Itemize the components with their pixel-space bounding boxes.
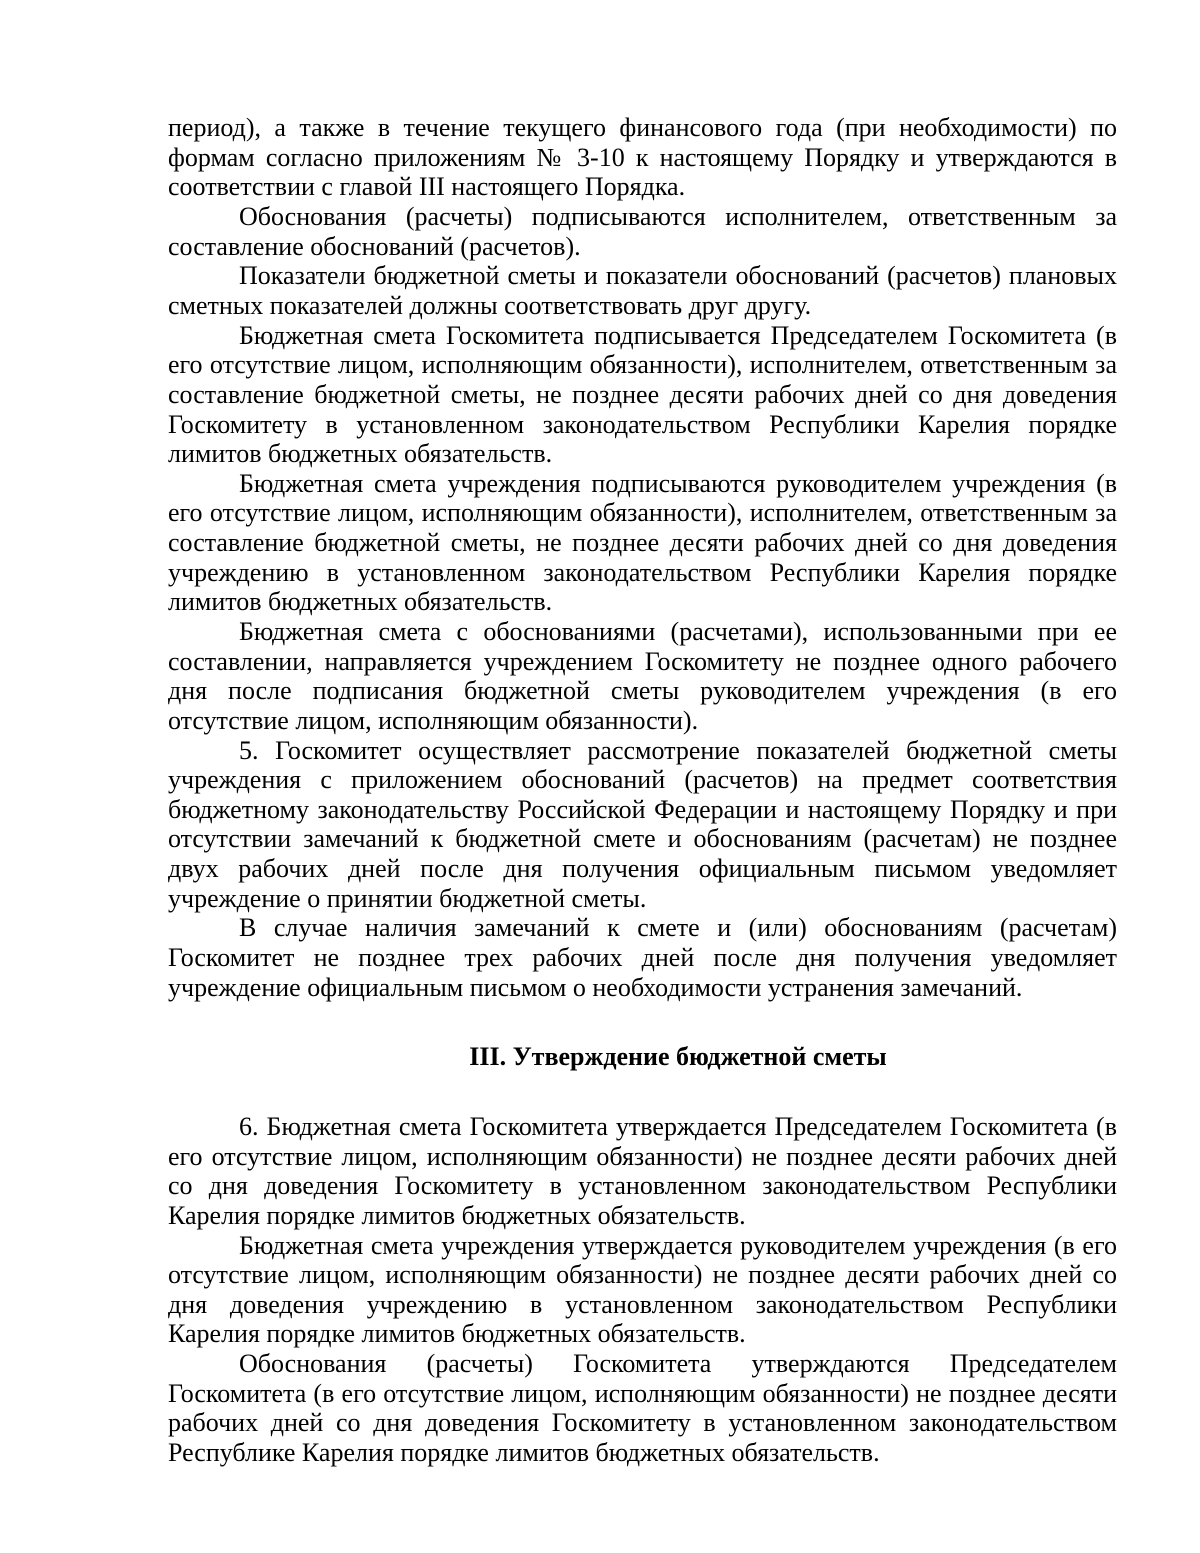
section-heading: III. Утверждение бюджетной сметы [469,1042,887,1072]
paragraph-justification-signing: Обоснования (расчеты) подписываются исполнителем, ответственным за составление обоснований (расчетов). [168,201,1117,261]
paragraph-item-6-approval: 6. Бюджетная смета Госкомитета утверждается Председателем Госкомитета (в его отсутствие лицом, исполняющим обязанности) не позднее десяти рабочих дней со дня доведения Госкомитету в установленном законодательством Республики Карелия порядке лимитов бюджетных обязательств. [168,1112,1117,1230]
paragraph-continuation: период), а также в течение текущего финансового года (при необходимости) по формам согласно приложениям № 3-10 к настоящему Порядку и утверждаются в соответствии с главой III настоящего Порядка. [168,113,1117,202]
document-page [168,113,1117,1468]
paragraph-committee-estimate-signing: Бюджетная смета Госкомитета подписывается Председателем Госкомитета (в его отсутствие лицом, исполняющим обязанности), исполнителем, ответственным за составление бюджетной сметы, не позднее десяти рабочих дней со дня доведения Госкомитету в установленном законодательством Республики Карелия порядке лимитов бюджетных обязательств. [168,320,1117,469]
section-body [168,1112,1117,1468]
paragraph-remarks: В случае наличия замечаний к смете и (или) обоснованиям (расчетам) Госкомитет не позднее трех рабочих дней после дня получения уведомляет учреждение официальным письмом о необходимости устранения замечаний. [168,913,1117,1002]
paragraph-item-5-review: 5. Госкомитет осуществляет рассмотрение показателей бюджетной сметы учреждения с приложением обоснований (расчетов) на предмет соответствия бюджетному законодательству Российской Федерации и настоящему Порядку и при отсутствии замечаний к бюджетной смете и обоснованиям (расчетам) не позднее двух рабочих дней после дня получения официальным письмом уведомляет учреждение о принятии бюджетной сметы. [168,735,1117,913]
paragraph-institution-estimate-signing: Бюджетная смета учреждения подписываются руководителем учреждения (в его отсутствие лицом, исполняющим обязанности), исполнителем, ответственным за составление бюджетной сметы, не позднее десяти рабочих дней со дня доведения учреждению в установленном законодательством Республики Карелия порядке лимитов бюджетных обязательств. [168,468,1117,617]
paragraph-estimate-submission: Бюджетная смета с обоснованиями (расчетами), использованными при ее составлении, направляется учреждением Госкомитету не позднее одного рабочего дня после подписания бюджетной сметы руководителем учреждения (в его отсутствие лицом, исполняющим обязанности). [168,617,1117,735]
paragraph-indicators-match: Показатели бюджетной сметы и показатели обоснований (расчетов) плановых сметных показателей должны соответствовать друг другу. [168,261,1117,320]
paragraph-justification-approval: Обоснования (расчеты) Госкомитета утверждаются Председателем Госкомитета (в его отсутствие лицом, исполняющим обязанности) не позднее десяти рабочих дней со дня доведения Госкомитету в установленном законодательством Республике Карелия порядке лимитов бюджетных обязательств. [168,1349,1117,1468]
paragraph-institution-approval: Бюджетная смета учреждения утверждается руководителем учреждения (в его отсутствие лицом, исполняющим обязанности) не позднее десяти рабочих дней со дня доведения учреждению в установленном законодательством Республики Карелия порядке лимитов бюджетных обязательств. [168,1230,1117,1349]
